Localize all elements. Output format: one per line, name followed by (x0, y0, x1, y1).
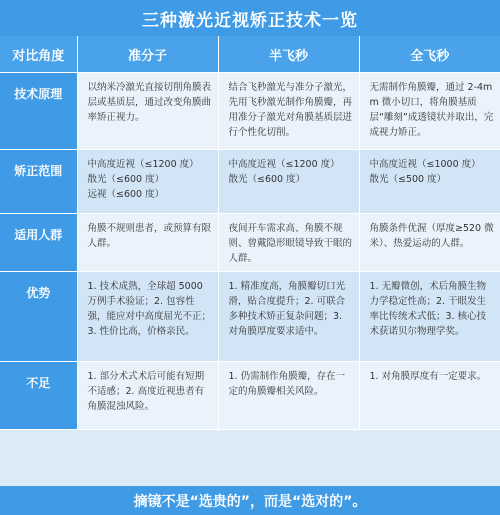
table-row (0, 73, 500, 150)
cell-text: 远视（≤600 度） (87, 189, 165, 200)
cell-text: 1. 技术成熟，全球超 5000 万例手术验证；2. 包容性强，能应对中高度屈光不正；3. 性价比高，价格亲民。 (87, 281, 212, 337)
cell-text: 1. 对角膜厚度有一定要求。 (369, 371, 487, 382)
comparison-table (0, 36, 500, 430)
table-cell-c1 (77, 214, 218, 272)
table-cell-c3 (359, 73, 500, 150)
table-cell-c2 (218, 362, 359, 430)
table-cell-c1 (77, 73, 218, 150)
cell-text: 1. 无瓣微创，术后角膜生物力学稳定性高；2. 干眼发生率比传统术式低；3. 核心技术获诺贝尔物理学奖。 (369, 281, 487, 337)
cell-text: 中高度近视（≤1200 度） (87, 159, 199, 170)
table-cell-c1 (77, 362, 218, 430)
table-row (0, 150, 500, 214)
cell-text: 1. 精准度高，角膜瓣切口光滑，贴合度提升；2. 可联合多种技术矫正复杂问题；3. 对角膜厚度要求适中。 (228, 281, 346, 337)
cell-text: 角膜条件优渥（厚度≥520 微米）、热爱运动的人群。 (369, 223, 494, 249)
cell-text: 1. 仍需制作角膜瓣，存在一定的角膜瓣相关风险。 (228, 371, 346, 397)
page-title: 三种激光近视矫正技术一览 (0, 0, 500, 36)
cell-text: 无需制作角膜瓣，通过 2-4mm 微小切口，将角膜基质层“雕刻”成透镜状并取出，完成视力矫正。 (369, 82, 494, 138)
cell-text: 中高度近视（≤1200 度） (228, 159, 340, 170)
row-label: 优势 (0, 272, 77, 362)
cell-text: 夜间开车需求高、角膜不规则、曾戴隐形眼镜导致干眼的人群。 (228, 223, 353, 264)
table-row (0, 362, 500, 430)
cell-text: 散光（≤500 度） (369, 174, 447, 185)
table-cell-c2 (218, 73, 359, 150)
table-cell-c3 (359, 362, 500, 430)
table-cell-c2 (218, 150, 359, 214)
row-label: 矫正范围 (0, 150, 77, 214)
header-semi-femto: 半飞秒 (218, 36, 359, 73)
header-full-femto: 全飞秒 (359, 36, 500, 73)
cell-text: 以纳米冷激光直接切削角膜表层或基质层，通过改变角膜曲率矫正视力。 (87, 82, 212, 123)
header-excimer: 准分子 (77, 36, 218, 73)
row-label: 技术原理 (0, 73, 77, 150)
table-cell-c1 (77, 272, 218, 362)
table-cell-c3 (359, 150, 500, 214)
row-label: 适用人群 (0, 214, 77, 272)
table-header-row (0, 36, 500, 73)
row-label: 不足 (0, 362, 77, 430)
table-cell-c3 (359, 272, 500, 362)
cell-text: 1. 部分术式术后可能有短期不适感；2. 高度近视患者有角膜混浊风险。 (87, 371, 205, 412)
table-cell-c3 (359, 214, 500, 272)
table-cell-c1 (77, 150, 218, 214)
cell-text: 角膜不规则患者，或预算有限人群。 (87, 223, 212, 249)
cell-text: 结合飞秒激光与准分子激光，先用飞秒激光制作角膜瓣，再用准分子激光对角膜基质层进行个性化切削。 (228, 82, 353, 138)
cell-text: 散光（≤600 度） (87, 174, 165, 185)
header-comparison-angle: 对比角度 (0, 36, 77, 73)
cell-text: 散光（≤600 度） (228, 174, 306, 185)
cell-text: 中高度近视（≤1000 度） (369, 159, 481, 170)
table-row (0, 214, 500, 272)
table-cell-c2 (218, 214, 359, 272)
table-cell-c2 (218, 272, 359, 362)
footer-slogan: 摘镜不是“选贵的”，而是“选对的”。 (0, 486, 500, 515)
table-row (0, 272, 500, 362)
